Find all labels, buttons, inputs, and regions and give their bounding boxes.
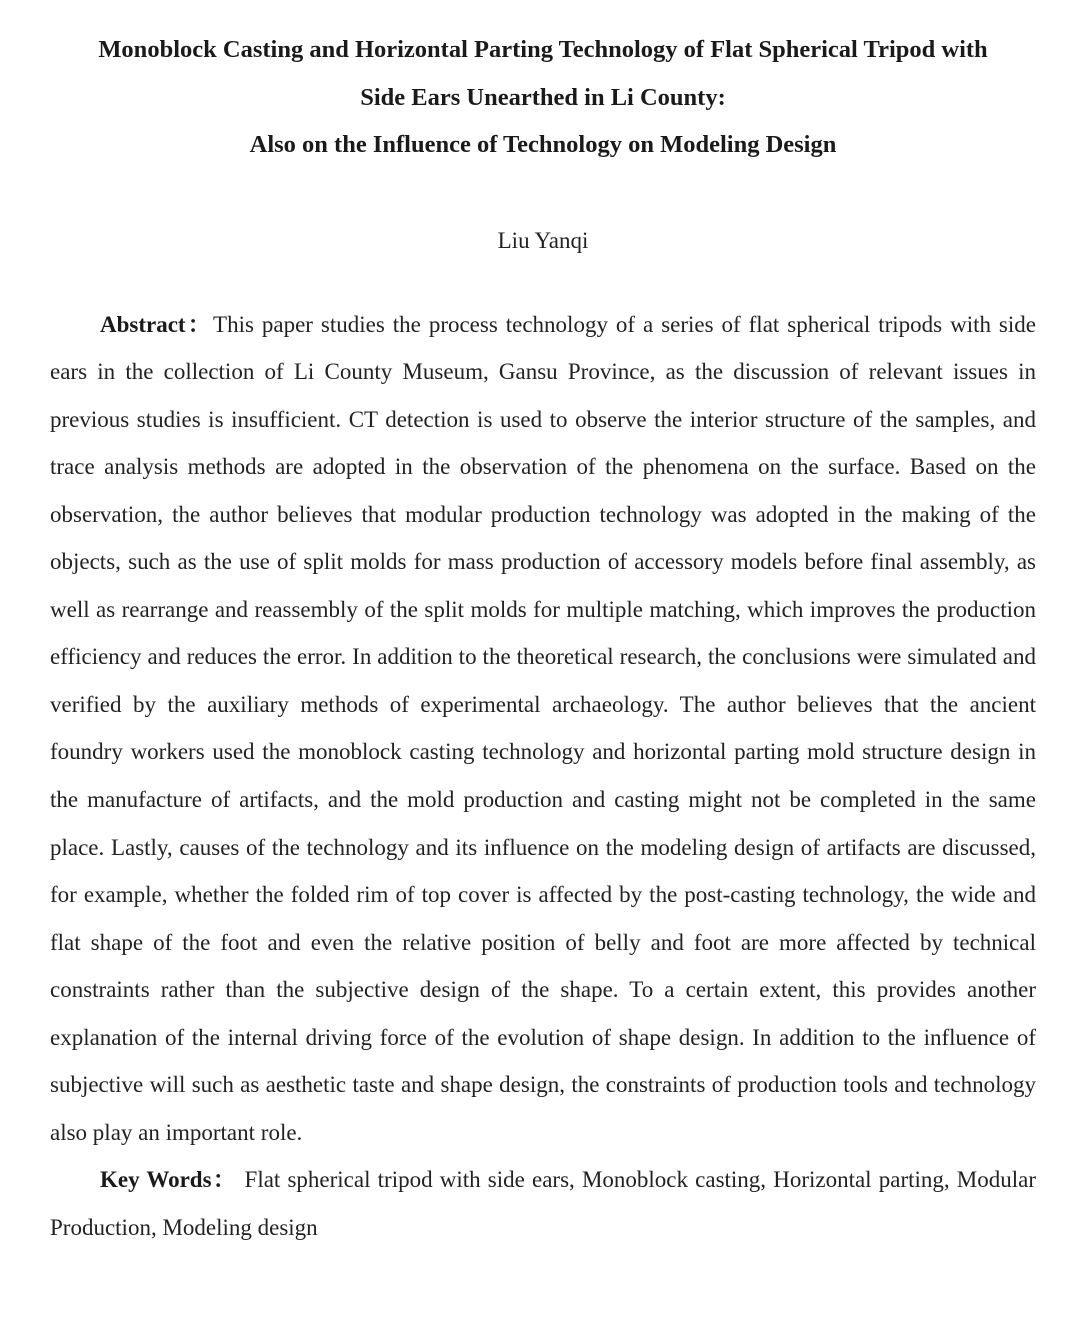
author-name: Liu Yanqi	[497, 227, 589, 253]
paper-page	[50, 0, 1036, 1251]
keywords-text: Flat spherical tripod with side ears, Monoblock casting, Horizontal parting, Modular Production, Modeling design	[50, 1167, 1037, 1240]
abstract-label: Abstract：	[100, 311, 214, 337]
keywords-label: Key Words：	[100, 1167, 238, 1193]
keywords-paragraph	[50, 1156, 1036, 1251]
abstract-paragraph	[50, 301, 1036, 1157]
paper-title	[50, 0, 1036, 169]
abstract-text: This paper studies the process technology of a series of flat spherical tripods with side ears in the collection of Li County Museum, Gansu Province, as the discussion of relevant issues in previous studies is insufficient. CT detection is used to observe the interior structure of the samples, and trace analysis methods are adopted in the observation of the phenomena on the surface. Based on the observation, the author believes that modular production technology was adopted in the making of the objects, such as the use of split molds for mass production of accessory models before final assembly, as well as rearrange and reassembly of the split molds for multiple matching, which improves the production efficiency and reduces the error. In addition to the theoretical research, the conclusions were simulated and verified by the auxiliary methods of experimental archaeology. The author believes that the ancient foundry workers used the monoblock casting technology and horizontal parting mold structure design in the manufacture of artifacts, and the mold production and casting might not be completed in the same place. Lastly, causes of the technology and its influence on the modeling design of artifacts are discussed, for example, whether the folded rim of top cover is affected by the post-casting technology, the wide and flat shape of the foot and even the relative position of belly and foot are more affected by technical constraints rather than the subjective design of the shape. To a certain extent, this provides another explanation of the internal driving force of the evolution of shape design. In addition to the influence of subjective will such as aesthetic taste and shape design, the constraints of production tools and technology also play an important role.	[50, 311, 1036, 1145]
title-line-3: Also on the Influence of Technology on Modeling Design	[249, 131, 837, 158]
title-line-1: Monoblock Casting and Horizontal Parting Technology of Flat Spherical Tripod with	[98, 36, 988, 63]
title-line-2: Side Ears Unearthed in Li County:	[360, 83, 726, 111]
